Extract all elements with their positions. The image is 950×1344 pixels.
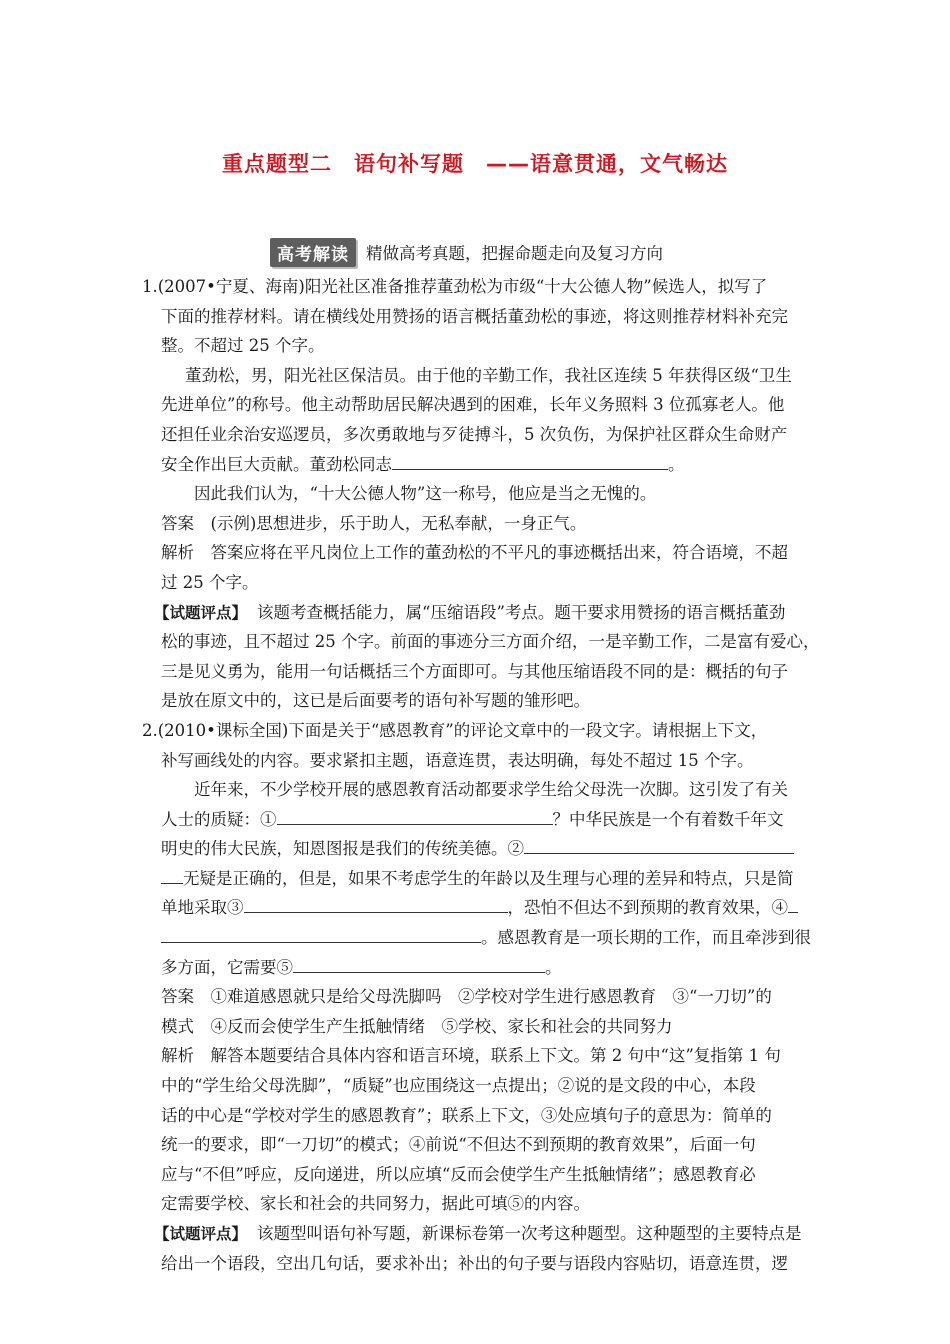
q1-evaluation-line-1 [142, 598, 810, 628]
q2-passage-line-1: 近年来，不少学校开展的感恩教育活动都要求学生给父母洗一次脚。这引发了有关 [194, 780, 788, 800]
q1-answer: 答案 (示例)思想进步，乐于助人，无私奉献，一身正气。 [161, 513, 587, 533]
q2-fill-blank-3 [244, 893, 508, 913]
exam-analysis-badge: 高考解读 [270, 238, 356, 267]
q2-passage-text: 。感恩教育是一项长期的工作，而且牵涉到很 [481, 928, 811, 948]
q2-fill-blank-1 [277, 805, 553, 825]
q2-passage-text: 多方面，它需要⑤ [161, 957, 293, 977]
q1-stem-line-3: 整。不超过 25 个字。 [161, 336, 325, 356]
q2-analysis-line-6: 定需要学校、家长和社会的共同努力，据此可填⑤的内容。 [161, 1194, 590, 1214]
q1-passage-line-3: 还担任业余治安巡逻员，多次勇敢地与歹徒搏斗，5 次负伤，为保护社区群众生命财产 [161, 424, 788, 444]
q2-analysis-line-2: 中的“学生给父母洗脚”，“质疑”也应围绕这一点提出；②说的是文段的中心，本段 [161, 1076, 756, 1096]
q2-fill-blank-2-cont [161, 864, 183, 884]
q2-analysis-line-3: 话的中心是“学校对学生的感恩教育”；联系上下文，③处应填句子的意思为：简单的 [161, 1105, 772, 1125]
q1-fill-blank [392, 450, 668, 470]
q1-passage-end: 。 [668, 454, 685, 474]
q2-fill-blank-4 [788, 893, 798, 913]
section-banner [270, 237, 663, 267]
q2-analysis-line-1: 解析 解答本题要结合具体内容和语言环境，联系上下文。第 2 句中“这”复指第 1 句 [161, 1046, 781, 1066]
q1-evaluation-text: 该题考查概括能力，属“压缩语段”考点。题干要求用赞扬的语言概括董劲 [257, 602, 786, 622]
q1-analysis-line-2: 过 25 个字。 [161, 572, 259, 592]
q2-answer-line-2: 模式 ④反而会使学生产生抵触情绪 ⑤学校、家长和社会的共同努力 [161, 1016, 673, 1036]
q2-evaluation-line-2: 给出一个语段，空出几句话，要求补出；补出的句子要与语段内容贴切，语意连贯，逻 [161, 1253, 788, 1273]
q2-passage-text: ，恐怕不但达不到预期的教育效果，④ [507, 898, 788, 918]
q2-passage-line-5 [142, 893, 810, 923]
q2-passage-text: 。 [545, 957, 562, 977]
q2-passage-text: 无疑是正确的，但是，如果不考虑学生的年龄以及生理与心理的差异和特点，只是简 [183, 868, 794, 888]
q1-evaluation-line-4: 是放在原文中的，这已是后面要考的语句补写题的雏形吧。 [161, 691, 590, 711]
q1-passage-line-4 [142, 450, 810, 480]
q1-passage-text: 安全作出巨大贡献。董劲松同志 [161, 454, 392, 474]
document-body [142, 272, 820, 1278]
q1-stem-line-1: 1.(2007•宁夏、海南)阳光社区准备推荐董劲松为市级“十大公德人物”候选人，拟写了 [142, 277, 768, 296]
q2-passage-line-2 [142, 805, 810, 835]
q2-passage-text: 单地采取③ [161, 898, 244, 918]
q1-passage-line-2: 先进单位”的称号。他主动帮助居民解决遇到的困难，长年义务照料 3 位孤寡老人。他 [161, 395, 785, 415]
q2-stem-line-1: 2.(2010•课标全国)下面是关于“感恩教育”的评论文章中的一段文字。请根据上下文， [142, 720, 768, 740]
q2-answer-line-1: 答案 ①难道感恩就只是给父母洗脚吗 ②学校对学生进行感恩教育 ③“一刀切”的 [161, 987, 772, 1007]
q2-evaluation-line-1 [142, 1219, 810, 1249]
q1-stem-line-2: 下面的推荐材料。请在横线处用赞扬的语言概括董劲松的事迹，将这则推荐材料补充完 [161, 306, 788, 326]
q2-passage-text: 人士的质疑：① [161, 809, 277, 829]
q2-fill-blank-2 [524, 834, 794, 854]
q1-evaluation-line-2: 松的事迹，且不超过 25 个字。前面的事迹分三方面介绍，一是辛勤工作，二是富有爱心， [161, 632, 820, 652]
q2-fill-blank-4-cont [161, 923, 481, 943]
q2-passage-line-7 [142, 953, 810, 983]
q2-evaluation-tag: 【试题评点】 [154, 1225, 248, 1243]
q2-evaluation-text: 该题型叫语句补写题，新课标卷第一次考这种题型。这种题型的主要特点是 [257, 1224, 802, 1243]
q2-passage-line-3 [142, 834, 810, 864]
q2-fill-blank-5 [293, 953, 545, 973]
q1-analysis-line-1: 解析 答案应将在平凡岗位上工作的董劲松的不平凡的事迹概括出来，符合语境，不超 [161, 543, 788, 563]
q2-passage-text: ？中华民族是一个有着数千年文 [552, 809, 784, 829]
q1-passage-line-5: 因此我们认为，“十大公德人物”这一称号，他应是当之无愧的。 [194, 484, 657, 504]
page-title: 重点题型二 语句补写题 ——语意贯通，文气畅达 [222, 152, 728, 176]
q1-evaluation-line-3: 三是见义勇为，能用一句话概括三个方面即可。与其他压缩语段不同的是：概括的句子 [161, 661, 788, 681]
q2-stem-line-2: 补写画线处的内容。要求紧扣主题，语意连贯，表达明确，每处不超过 15 个字。 [161, 750, 754, 770]
q2-passage-text: 明史的伟大民族，知恩图报是我们的传统美德。② [161, 839, 524, 859]
q2-passage-line-6 [142, 923, 810, 953]
q2-analysis-line-4: 统一的要求，即“一刀切”的模式；④前说“不但达不到预期的教育效果”，后面一句 [161, 1135, 756, 1155]
q1-evaluation-tag: 【试题评点】 [154, 603, 248, 622]
q2-passage-line-4 [142, 864, 810, 894]
banner-subtitle: 精做高考真题，把握命题走向及复习方向 [366, 244, 663, 263]
q1-passage-line-1: 董劲松，男，阳光社区保洁员。由于他的辛勤工作，我社区连续 5 年获得区级“卫生 [185, 365, 792, 385]
q2-analysis-line-5: 应与“不但”呼应，反向递进，所以应填“反而会使学生产生抵触情绪”；感恩教育必 [161, 1164, 756, 1184]
